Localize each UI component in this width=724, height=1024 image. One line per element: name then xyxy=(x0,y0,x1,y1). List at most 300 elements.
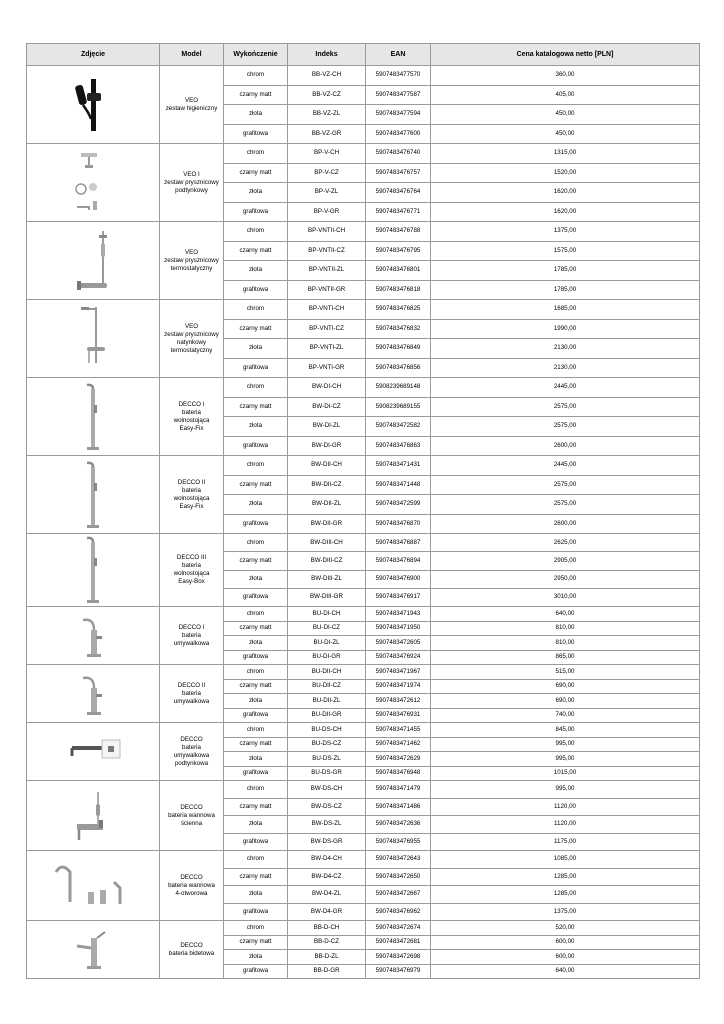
model-line: zestaw higieniczny xyxy=(165,104,218,112)
model-cell xyxy=(160,781,224,851)
model-line: DECCO xyxy=(180,873,203,881)
finish-cell: czarny matt xyxy=(224,868,288,886)
finish-cell: chrom xyxy=(224,66,288,86)
finish-cell: grafitowa xyxy=(224,833,288,851)
wall-bath-tap-icon xyxy=(27,784,159,848)
price-cell: 640,00 xyxy=(431,964,700,979)
ean-cell: 5907483472643 xyxy=(366,851,431,869)
ean-cell: 5907483472667 xyxy=(366,886,431,904)
index-cell: BW-D4-CZ xyxy=(288,868,366,886)
index-cell: BW-DII-CH xyxy=(288,456,366,476)
model-cell xyxy=(160,222,224,300)
price-cell: 1315,00 xyxy=(431,144,700,164)
price-cell: 1120,00 xyxy=(431,798,700,816)
finish-cell: chrom xyxy=(224,607,288,622)
ean-cell: 5907483476771 xyxy=(366,202,431,222)
price-cell: 810,00 xyxy=(431,621,700,636)
finish-cell: złota xyxy=(224,495,288,515)
price-cell: 2625,00 xyxy=(431,534,700,552)
table-row xyxy=(27,534,700,552)
model-line: termostatyczny xyxy=(170,346,213,354)
freestanding-bath-tap-icon xyxy=(27,534,159,606)
table-row xyxy=(27,222,700,242)
ean-cell: 5907483476856 xyxy=(366,358,431,378)
model-line: Easy-Box xyxy=(178,578,205,585)
freestanding-bath-tap-icon xyxy=(27,381,159,453)
finish-cell: grafitowa xyxy=(224,650,288,665)
ean-cell: 5907483476962 xyxy=(366,903,431,921)
price-cell: 810,00 xyxy=(431,636,700,651)
index-cell: BW-D4-ZL xyxy=(288,886,366,904)
price-cell: 2575,00 xyxy=(431,495,700,515)
ean-cell: 5907483476825 xyxy=(366,300,431,320)
table-row xyxy=(27,300,700,320)
price-cell: 360,00 xyxy=(431,66,700,86)
model-line: bateria xyxy=(182,408,201,416)
price-cell: 2575,00 xyxy=(431,417,700,437)
table-row xyxy=(27,781,700,799)
finish-cell: złota xyxy=(224,339,288,359)
ean-cell: 5907483471974 xyxy=(366,679,431,694)
ean-cell: 5907483476870 xyxy=(366,514,431,534)
index-cell: BP-V-ZL xyxy=(288,183,366,203)
model-line: wolnostojąca xyxy=(173,416,210,424)
ean-cell: 5907483476948 xyxy=(366,766,431,781)
price-cell: 450,00 xyxy=(431,105,700,125)
model-line: VEO I xyxy=(183,170,200,178)
model-cell xyxy=(160,851,224,921)
model-line: VEO xyxy=(184,248,199,256)
finish-cell: złota xyxy=(224,105,288,125)
model-line: podtynkowy xyxy=(175,186,208,194)
model-line: DECCO III xyxy=(176,554,207,561)
index-cell: BP-VNTII-CZ xyxy=(288,241,366,261)
ean-cell: 5907483471967 xyxy=(366,665,431,680)
price-cell: 2130,00 xyxy=(431,358,700,378)
ean-cell: 5907483476849 xyxy=(366,339,431,359)
model-line: DECCO I xyxy=(178,400,205,408)
index-cell: BB-VZ-GR xyxy=(288,124,366,144)
finish-cell: grafitowa xyxy=(224,202,288,222)
price-cell: 1015,00 xyxy=(431,766,700,781)
index-cell: BW-DS-ZL xyxy=(288,816,366,834)
price-cell: 1620,00 xyxy=(431,183,700,203)
table-row xyxy=(27,607,700,622)
price-cell: 1685,00 xyxy=(431,300,700,320)
model-line: zestaw prysznicowy xyxy=(164,330,219,338)
finish-cell: czarny matt xyxy=(224,737,288,752)
product-photo xyxy=(27,456,160,534)
header-finish: Wykończenie xyxy=(224,44,288,66)
price-cell: 2445,00 xyxy=(431,456,700,476)
price-cell: 690,00 xyxy=(431,694,700,709)
finish-cell: chrom xyxy=(224,534,288,552)
model-line: Easy-Fix xyxy=(179,502,204,510)
header-price: Cena katalogowa netto [PLN] xyxy=(431,44,700,66)
finish-cell: grafitowa xyxy=(224,436,288,456)
index-cell: BW-DII-ZL xyxy=(288,495,366,515)
price-cell: 690,00 xyxy=(431,679,700,694)
price-cell: 845,00 xyxy=(431,723,700,738)
model-cell xyxy=(160,534,224,607)
header-ean: EAN xyxy=(366,44,431,66)
finish-cell: chrom xyxy=(224,300,288,320)
ean-cell: 5907483472681 xyxy=(366,935,431,950)
model-cell xyxy=(160,378,224,456)
table-row xyxy=(27,456,700,476)
model-cell xyxy=(160,144,224,222)
ean-cell: 5907483476887 xyxy=(366,534,431,552)
product-photo xyxy=(27,222,160,300)
model-line: natynkowy xyxy=(176,338,207,346)
index-cell: BP-VNTI-CZ xyxy=(288,319,366,339)
index-cell: BB-VZ-CZ xyxy=(288,85,366,105)
index-cell: BU-DI-GR xyxy=(288,650,366,665)
ean-cell: 5907483471943 xyxy=(366,607,431,622)
model-line: zestaw prysznicowy xyxy=(164,256,219,264)
finish-cell: złota xyxy=(224,752,288,767)
index-cell: BU-DS-CH xyxy=(288,723,366,738)
model-line: Easy-Fix xyxy=(179,424,204,432)
finish-cell: złota xyxy=(224,950,288,965)
finish-cell: grafitowa xyxy=(224,588,288,606)
price-cell: 2905,00 xyxy=(431,552,700,570)
price-cell: 515,00 xyxy=(431,665,700,680)
index-cell: BP-VNTI-CH xyxy=(288,300,366,320)
finish-cell: grafitowa xyxy=(224,708,288,723)
finish-cell: złota xyxy=(224,183,288,203)
finish-cell: grafitowa xyxy=(224,903,288,921)
price-cell: 600,00 xyxy=(431,935,700,950)
model-line: bateria wannowa xyxy=(168,811,215,819)
surface-shower-column-icon xyxy=(27,303,159,375)
index-cell: BW-DS-CZ xyxy=(288,798,366,816)
price-cell: 405,00 xyxy=(431,85,700,105)
finish-cell: złota xyxy=(224,636,288,651)
product-photo xyxy=(27,665,160,723)
index-cell: BB-VZ-ZL xyxy=(288,105,366,125)
price-cell: 995,00 xyxy=(431,752,700,767)
price-cell: 1375,00 xyxy=(431,903,700,921)
price-cell: 3010,00 xyxy=(431,588,700,606)
finish-cell: chrom xyxy=(224,222,288,242)
index-cell: BU-DS-CZ xyxy=(288,737,366,752)
ean-cell: 5907483471479 xyxy=(366,781,431,799)
finish-cell: złota xyxy=(224,261,288,281)
ean-cell: 5907483476801 xyxy=(366,261,431,281)
ean-cell: 5907483472636 xyxy=(366,816,431,834)
ean-cell: 5907483477600 xyxy=(366,124,431,144)
table-row xyxy=(27,851,700,869)
index-cell: BW-DI-CZ xyxy=(288,397,366,417)
table-row xyxy=(27,378,700,398)
model-cell xyxy=(160,456,224,534)
price-cell: 1375,00 xyxy=(431,222,700,242)
ean-cell: 5908239689148 xyxy=(366,378,431,398)
product-photo xyxy=(27,534,160,607)
header-photo: Zdjęcie xyxy=(27,44,160,66)
model-line: bateria wannowa xyxy=(168,881,215,889)
index-cell: BP-VNTII-GR xyxy=(288,280,366,300)
index-cell: BU-DI-CZ xyxy=(288,621,366,636)
price-cell: 865,00 xyxy=(431,650,700,665)
ean-cell: 5907483472698 xyxy=(366,950,431,965)
price-cell: 1175,00 xyxy=(431,833,700,851)
finish-cell: czarny matt xyxy=(224,397,288,417)
index-cell: BW-D4-GR xyxy=(288,903,366,921)
product-photo xyxy=(27,851,160,921)
price-list-table xyxy=(26,43,700,979)
finish-cell: czarny matt xyxy=(224,241,288,261)
index-cell: BP-V-CH xyxy=(288,144,366,164)
index-cell: BP-V-CZ xyxy=(288,163,366,183)
index-cell: BW-DI-ZL xyxy=(288,417,366,437)
ean-cell: 5907483476931 xyxy=(366,708,431,723)
price-cell: 1785,00 xyxy=(431,261,700,281)
model-line: DECCO xyxy=(180,735,203,743)
price-cell: 1120,00 xyxy=(431,816,700,834)
index-cell: BP-V-GR xyxy=(288,202,366,222)
ean-cell: 5907483472612 xyxy=(366,694,431,709)
index-cell: BU-DII-ZL xyxy=(288,694,366,709)
finish-cell: grafitowa xyxy=(224,964,288,979)
table-header-row xyxy=(27,44,700,66)
model-line: DECCO xyxy=(180,803,203,811)
price-cell: 640,00 xyxy=(431,607,700,622)
finish-cell: czarny matt xyxy=(224,163,288,183)
price-cell: 1620,00 xyxy=(431,202,700,222)
price-cell: 600,00 xyxy=(431,950,700,965)
price-cell: 2950,00 xyxy=(431,570,700,588)
ean-cell: 5908239689155 xyxy=(366,397,431,417)
index-cell: BU-DII-CZ xyxy=(288,679,366,694)
four-hole-bath-tap-icon xyxy=(27,858,159,914)
ean-cell: 5907483471455 xyxy=(366,723,431,738)
model-cell xyxy=(160,300,224,378)
ean-cell: 5907483476900 xyxy=(366,570,431,588)
product-photo xyxy=(27,144,160,222)
price-cell: 1085,00 xyxy=(431,851,700,869)
index-cell: BW-DI-CH xyxy=(288,378,366,398)
model-line: ścienna xyxy=(180,819,203,827)
ean-cell: 5907483471486 xyxy=(366,798,431,816)
finish-cell: grafitowa xyxy=(224,766,288,781)
ean-cell: 5907483476863 xyxy=(366,436,431,456)
product-photo xyxy=(27,607,160,665)
index-cell: BP-VNTII-CH xyxy=(288,222,366,242)
price-cell: 1520,00 xyxy=(431,163,700,183)
price-cell: 2130,00 xyxy=(431,339,700,359)
index-cell: BW-DS-CH xyxy=(288,781,366,799)
finish-cell: czarny matt xyxy=(224,621,288,636)
finish-cell: chrom xyxy=(224,144,288,164)
finish-cell: czarny matt xyxy=(224,475,288,495)
product-photo xyxy=(27,378,160,456)
price-cell: 995,00 xyxy=(431,781,700,799)
finish-cell: złota xyxy=(224,694,288,709)
model-line: VEO xyxy=(184,322,199,330)
price-cell: 2600,00 xyxy=(431,436,700,456)
finish-cell: czarny matt xyxy=(224,319,288,339)
ean-cell: 5907483477587 xyxy=(366,85,431,105)
index-cell: BB-D-GR xyxy=(288,964,366,979)
finish-cell: chrom xyxy=(224,456,288,476)
table-row xyxy=(27,723,700,738)
model-line: DECCO I xyxy=(178,623,205,631)
finish-cell: chrom xyxy=(224,378,288,398)
index-cell: BB-VZ-CH xyxy=(288,66,366,86)
product-photo xyxy=(27,66,160,144)
finish-cell: czarny matt xyxy=(224,552,288,570)
model-line: zestaw prysznicowy xyxy=(164,178,219,186)
finish-cell: chrom xyxy=(224,723,288,738)
index-cell: BU-DS-GR xyxy=(288,766,366,781)
price-cell: 2445,00 xyxy=(431,378,700,398)
model-cell xyxy=(160,607,224,665)
ean-cell: 5907483477594 xyxy=(366,105,431,125)
ean-cell: 5907483471448 xyxy=(366,475,431,495)
index-cell: BU-DS-ZL xyxy=(288,752,366,767)
index-cell: BW-DIII-CH xyxy=(288,534,366,552)
ean-cell: 5907483472629 xyxy=(366,752,431,767)
model-line: bateria xyxy=(182,631,201,639)
ean-cell: 5907483476757 xyxy=(366,163,431,183)
model-line: VEO xyxy=(184,96,199,104)
price-cell: 2575,00 xyxy=(431,397,700,417)
finish-cell: złota xyxy=(224,417,288,437)
price-cell: 2600,00 xyxy=(431,514,700,534)
index-cell: BU-DI-ZL xyxy=(288,636,366,651)
model-line: DECCO II xyxy=(177,681,206,689)
finish-cell: chrom xyxy=(224,781,288,799)
index-cell: BU-DII-GR xyxy=(288,708,366,723)
ean-cell: 5907483476894 xyxy=(366,552,431,570)
model-line: bateria xyxy=(182,689,201,697)
index-cell: BW-DIII-ZL xyxy=(288,570,366,588)
ean-cell: 5907483476955 xyxy=(366,833,431,851)
freestanding-bath-tap-icon xyxy=(27,459,159,531)
product-photo xyxy=(27,921,160,979)
product-photo xyxy=(27,723,160,781)
model-line: bateria xyxy=(182,743,201,751)
finish-cell: chrom xyxy=(224,665,288,680)
ean-cell: 5907483472582 xyxy=(366,417,431,437)
finish-cell: grafitowa xyxy=(224,280,288,300)
ean-cell: 5907483472674 xyxy=(366,921,431,936)
index-cell: BW-DIII-GR xyxy=(288,588,366,606)
table-row xyxy=(27,921,700,936)
model-cell xyxy=(160,665,224,723)
price-cell: 740,00 xyxy=(431,708,700,723)
ean-cell: 5907483477570 xyxy=(366,66,431,86)
model-line: umywalkowa xyxy=(173,639,210,647)
wall-mounted-basin-tap-icon xyxy=(27,724,159,780)
model-line: termostatyczny xyxy=(170,264,213,272)
model-line: DECCO xyxy=(180,941,203,949)
ean-cell: 5907483476764 xyxy=(366,183,431,203)
price-cell: 995,00 xyxy=(431,737,700,752)
model-line: bateria xyxy=(182,486,201,494)
finish-cell: grafitowa xyxy=(224,124,288,144)
finish-cell: chrom xyxy=(224,851,288,869)
hygienic-shower-icon xyxy=(27,73,159,137)
ean-cell: 5907483476979 xyxy=(366,964,431,979)
model-cell xyxy=(160,921,224,979)
index-cell: BU-DII-CH xyxy=(288,665,366,680)
index-cell: BB-D-CZ xyxy=(288,935,366,950)
basin-tap-icon xyxy=(27,608,159,664)
finish-cell: grafitowa xyxy=(224,514,288,534)
finish-cell: złota xyxy=(224,816,288,834)
price-cell: 520,00 xyxy=(431,921,700,936)
index-cell: BW-DI-GR xyxy=(288,436,366,456)
ean-cell: 5907483476917 xyxy=(366,588,431,606)
index-cell: BW-D4-CH xyxy=(288,851,366,869)
ean-cell: 5907483476795 xyxy=(366,241,431,261)
index-cell: BW-DII-CZ xyxy=(288,475,366,495)
model-line: wolnostojąca xyxy=(173,570,210,577)
table-row xyxy=(27,144,700,164)
model-line: bateria xyxy=(182,562,201,569)
ean-cell: 5907483476740 xyxy=(366,144,431,164)
price-cell: 1285,00 xyxy=(431,868,700,886)
table-row xyxy=(27,665,700,680)
index-cell: BP-VNTI-ZL xyxy=(288,339,366,359)
table-row xyxy=(27,66,700,86)
index-cell: BB-D-ZL xyxy=(288,950,366,965)
model-line: wolnostojąca xyxy=(173,494,210,502)
ean-cell: 5907483472599 xyxy=(366,495,431,515)
finish-cell: złota xyxy=(224,570,288,588)
header-index: Indeks xyxy=(288,44,366,66)
finish-cell: złota xyxy=(224,886,288,904)
model-line: umywalkowa xyxy=(173,697,210,705)
product-photo xyxy=(27,781,160,851)
index-cell: BB-D-CH xyxy=(288,921,366,936)
ean-cell: 5907483472605 xyxy=(366,636,431,651)
model-line: bateria bidetowa xyxy=(168,949,215,957)
finish-cell: chrom xyxy=(224,921,288,936)
price-cell: 1785,00 xyxy=(431,280,700,300)
index-cell: BW-DII-GR xyxy=(288,514,366,534)
finish-cell: czarny matt xyxy=(224,935,288,950)
model-line: umywalkowa xyxy=(173,751,210,759)
model-cell xyxy=(160,723,224,781)
header-model: Model xyxy=(160,44,224,66)
ean-cell: 5907483471950 xyxy=(366,621,431,636)
price-cell: 1285,00 xyxy=(431,886,700,904)
thermostatic-shower-set-icon xyxy=(27,225,159,297)
concealed-shower-set-icon xyxy=(27,149,159,217)
price-cell: 2575,00 xyxy=(431,475,700,495)
finish-cell: grafitowa xyxy=(224,358,288,378)
model-line: 4-otworowa xyxy=(175,889,208,897)
ean-cell: 5907483476832 xyxy=(366,319,431,339)
price-cell: 450,00 xyxy=(431,124,700,144)
model-line: DECCO II xyxy=(177,478,206,486)
ean-cell: 5907483472650 xyxy=(366,868,431,886)
ean-cell: 5907483471431 xyxy=(366,456,431,476)
ean-cell: 5907483476788 xyxy=(366,222,431,242)
ean-cell: 5907483476924 xyxy=(366,650,431,665)
index-cell: BW-DIII-CZ xyxy=(288,552,366,570)
index-cell: BP-VNTII-ZL xyxy=(288,261,366,281)
product-photo xyxy=(27,300,160,378)
ean-cell: 5907483471462 xyxy=(366,737,431,752)
basin-tap-icon xyxy=(27,666,159,722)
model-line: podtynkowa xyxy=(174,759,209,767)
finish-cell: czarny matt xyxy=(224,798,288,816)
